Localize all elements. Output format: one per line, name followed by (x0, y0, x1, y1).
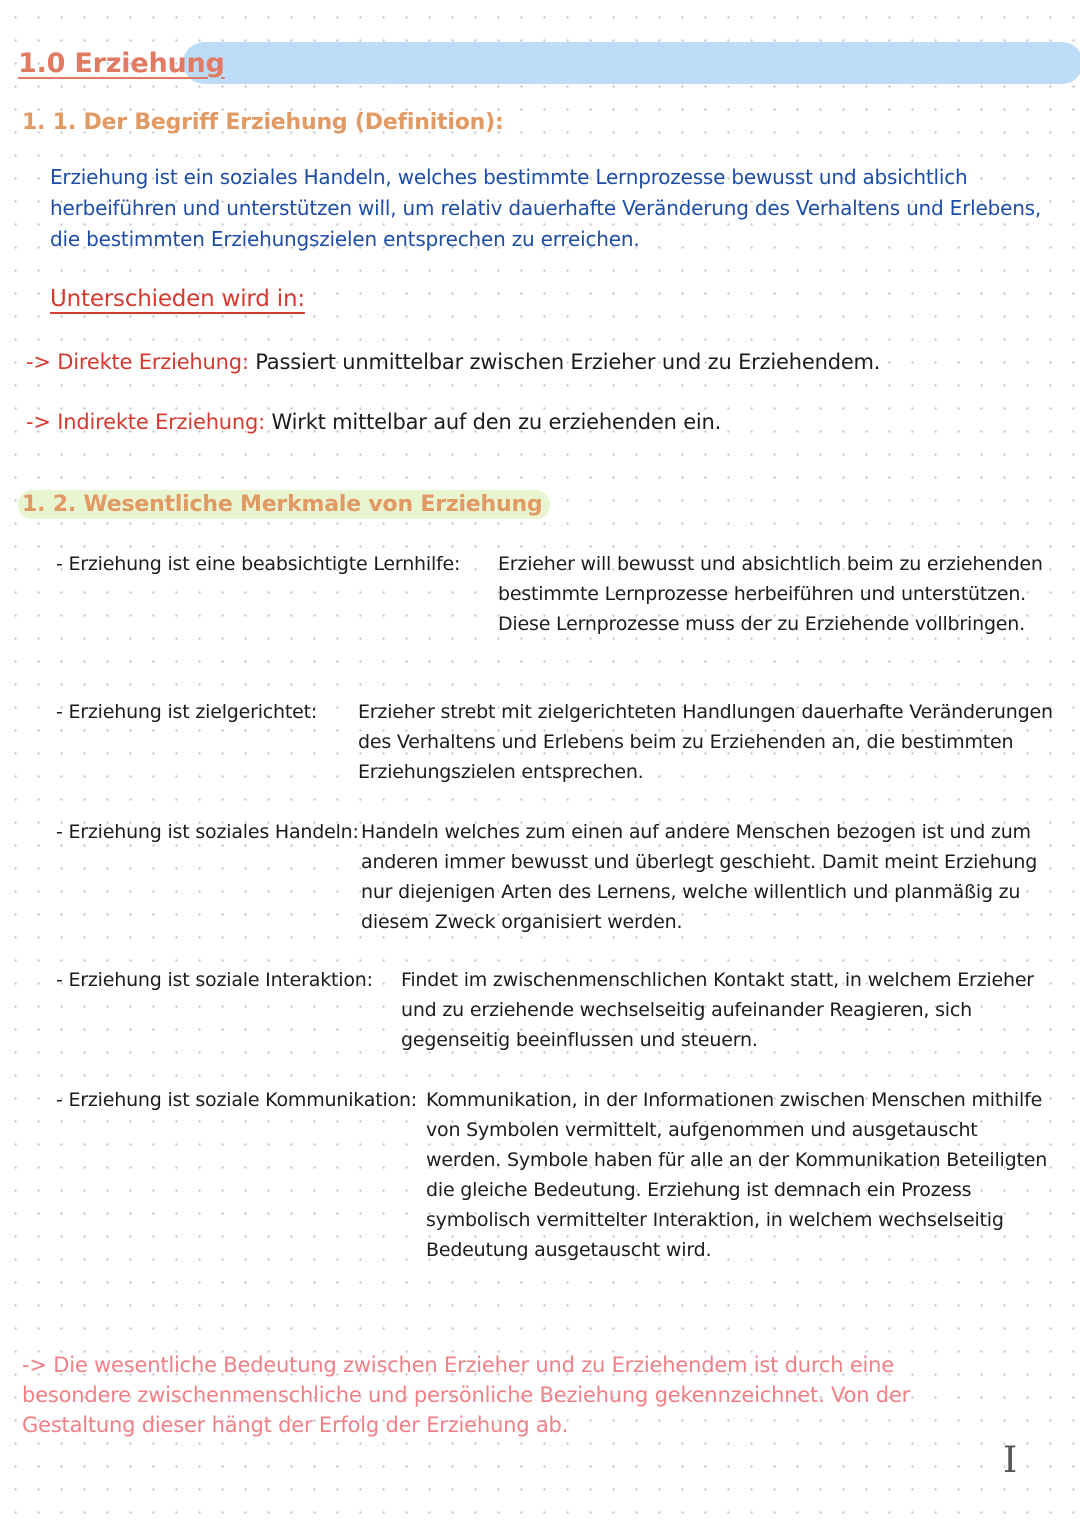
characteristic-label: - Erziehung ist soziales Handeln: (56, 821, 359, 843)
characteristic-label: - Erziehung ist soziale Kommunikation: (56, 1089, 417, 1111)
term-description: Wirkt mittelbar auf den zu erziehenden ein. (271, 410, 722, 434)
characteristic-description: Kommunikation, in der Informationen zwischen Menschen mithilfe von Symbolen vermittelt, aufgenommen und ausgetauscht werden. Symbole haben für alle an der Kommunikation Beteiligten die gleiche Bedeutung. Erziehung ist demnach ein Prozess symbolisch vermittelter Interaktion, in welchem wechselseitig Bedeutung ausgetauscht wird. (426, 1089, 1048, 1261)
characteristic-description: Erzieher will bewusst und absichtlich beim zu erziehenden bestimmte Lernprozesse herbeiführen und unterstützen. Diese Lernprozesse muss der zu Erziehende vollbringen. (498, 553, 1043, 635)
characteristic-item (56, 817, 1056, 937)
title-highlight-bar (183, 42, 1080, 84)
characteristic-description: Findet im zwischenmenschlichen Kontakt statt, in welchem Erzieher und zu erziehende wechselseitig aufeinander Reagieren, sich gegenseitig beeinflussen und steuern. (401, 969, 1034, 1051)
term-description: Passiert unmittelbar zwischen Erzieher und zu Erziehendem. (255, 350, 881, 374)
characteristic-label: - Erziehung ist eine beabsichtigte Lernhilfe: (56, 553, 461, 575)
distinction-subheading: Unterschieden wird in: (50, 286, 305, 312)
list-item-direct-education (26, 350, 880, 374)
term-separator: : (241, 350, 249, 374)
section-heading-definition: 1. 1. Der Begriff Erziehung (Definition): (22, 110, 504, 135)
term-direct-education: Direkte Erziehung (57, 350, 242, 374)
page-title: 1.0 Erziehung (18, 48, 225, 79)
characteristic-description: Handeln welches zum einen auf andere Menschen bezogen ist und zum anderen immer bewusst und überlegt geschieht. Damit meint Erziehung nur diejenigen Arten des Lernens, welche willentlich und planmäßig zu diesem Zweck organisiert werden. (361, 821, 1038, 933)
term-indirect-education: Indirekte Erziehung (57, 410, 259, 434)
characteristic-description: Erzieher strebt mit zielgerichteten Handlungen dauerhafte Veränderungen des Verhaltens und Erlebens beim zu Erziehenden an, die bestimmten Erziehungszielen entsprechen. (358, 701, 1053, 783)
characteristic-item (56, 965, 1056, 1055)
term-separator: : (258, 410, 266, 434)
definition-text: Erziehung ist ein soziales Handeln, welches bestimmte Lernprozesse bewusst und absichtlich herbeiführen und unterstützen will, um relativ dauerhafte Veränderung des Verhaltens und Erlebens, die bestimmten Erziehungszielen entsprechen zu erreichen. (50, 165, 1042, 251)
arrow-icon: -> (26, 350, 51, 374)
section-heading-characteristics: 1. 2. Wesentliche Merkmale von Erziehung (18, 490, 550, 519)
arrow-icon: -> (26, 410, 51, 434)
characteristic-item (56, 549, 1056, 639)
list-item-indirect-education (26, 410, 721, 434)
characteristic-label: - Erziehung ist soziale Interaktion: (56, 969, 373, 991)
conclusion-note: -> Die wesentliche Bedeutung zwischen Erzieher und zu Erziehendem ist durch eine besondere zwischenmenschliche und persönliche Beziehung gekennzeichnet. Von der Gestaltung dieser hängt der Erfolg der Erziehung ab. (22, 1353, 911, 1437)
characteristic-item (56, 1085, 1056, 1265)
text-cursor-icon: I (1003, 1440, 1018, 1481)
characteristic-label: - Erziehung ist zielgerichtet: (56, 701, 318, 723)
characteristic-item (56, 697, 1056, 787)
